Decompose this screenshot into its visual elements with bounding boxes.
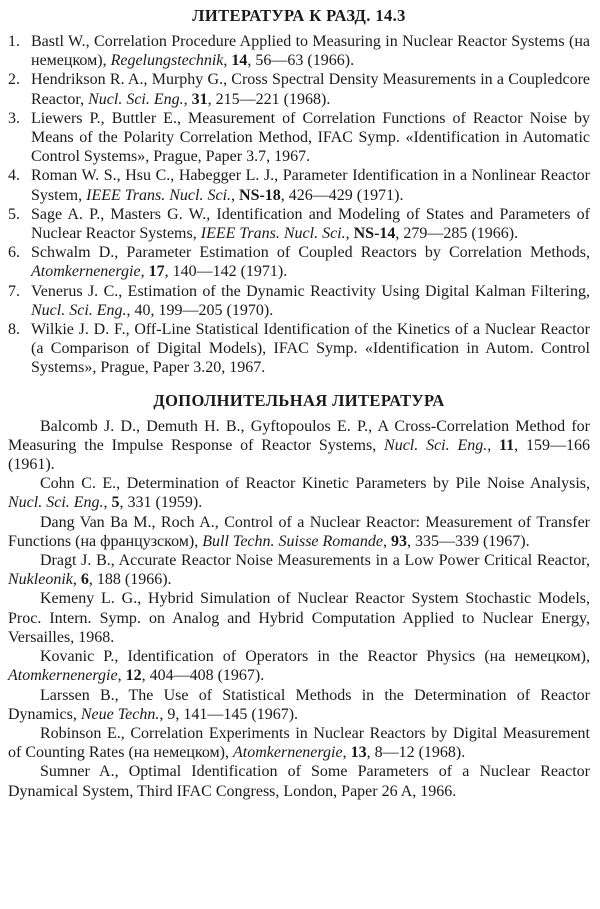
reference-separator: ,	[103, 494, 112, 512]
reference-number: 1.	[8, 33, 20, 50]
numbered-reference-list	[8, 32, 590, 378]
reference-number: 8.	[8, 321, 20, 339]
reference-text: Liewers P., Buttler E., Measurement of Correlation Functions of Reactor Noise by Means of the Polarity Correlation Method, IFAC Symp. «Identification in Automatic Control Systems», Prague, Paper 3.7, 1967.	[31, 109, 590, 166]
reference-pages-year: , 331 (1959).	[119, 494, 203, 512]
journal-title: Nucl. Sci. Eng.	[8, 494, 104, 512]
reference-separator: ,	[487, 436, 500, 454]
reference-number: 7.	[8, 282, 20, 300]
reference-text: Cohn C. E., Determination of Reactor Kinetic Parameters by Pile Noise Analysis,	[40, 475, 590, 493]
additional-reference-item	[8, 551, 590, 589]
reference-item	[8, 243, 590, 281]
reference-text: Dang Van Ba M., Roch A., Control of a Nuclear Reactor: Measurement of Transfer Functions (на французском),	[8, 513, 590, 550]
reference-text: Dragt J. B., Accurate Reactor Noise Measurements in a Low Power Critical Reactor,	[40, 552, 590, 570]
reference-item	[8, 166, 590, 204]
volume-number: 17	[148, 263, 165, 281]
reference-number: 4.	[8, 167, 20, 185]
reference-text: Robinson E., Correlation Experiments in Nuclear Reactors by Digital Measurement of Counting Rates (на немецком),	[8, 724, 590, 762]
reference-item	[8, 70, 590, 108]
journal-title: Atomkernenergie	[233, 744, 343, 762]
volume-number: 11	[499, 436, 515, 454]
journal-title: Nucl. Sci. Eng.	[88, 90, 184, 108]
journal-title: Regelungstechnik	[110, 52, 224, 70]
reference-number: 6.	[8, 244, 20, 262]
reference-item	[8, 320, 590, 378]
volume-number: 13	[350, 744, 367, 762]
additional-reference-item	[8, 686, 590, 724]
reference-text: Sumner A., Optimal Identification of Some Parameters of a Nuclear Reactor Dynamical System, Third IFAC Congress, London, Paper 26 A, 1966.	[8, 763, 590, 800]
reference-text: Sage A. P., Masters G. W., Identification and Modeling of States and Parameters of Nuclear Reactor Systems,	[31, 205, 590, 243]
reference-item	[8, 32, 590, 70]
reference-pages-year: , 279—285 (1966).	[395, 225, 519, 243]
volume-number: 6	[80, 571, 89, 589]
reference-text: Hendrikson R. A., Murphy G., Cross Spectral Density Measurements in a Coupledcore Reactor,	[31, 71, 590, 108]
volume-number: 93	[390, 532, 407, 550]
reference-pages-year: , 426—429 (1971).	[280, 186, 404, 204]
reference-pages-year: , 56—63 (1966).	[247, 52, 355, 70]
additional-reference-item	[8, 589, 590, 647]
volume-number: 14	[231, 52, 248, 70]
reference-number: 3.	[8, 109, 20, 127]
journal-title: Nukleonik	[8, 571, 73, 589]
additional-reference-item	[8, 724, 590, 762]
reference-item	[8, 282, 590, 320]
main-references-heading: ЛИТЕРАТУРА К РАЗД. 14.3	[192, 6, 406, 25]
reference-pages-year: , 40, 199—205 (1970).	[126, 301, 274, 319]
reference-text: Balcomb J. D., Demuth H. B., Gyftopoulos E. P., A Cross-Correlation Method for Measuring the Impulse Response of Reactor Systems,	[8, 417, 590, 454]
additional-reference-item	[8, 647, 590, 685]
reference-text: Venerus J. C., Estimation of the Dynamic Reactivity Using Digital Kalman Filtering,	[31, 282, 590, 300]
reference-text: Bastl W., Correlation Procedure Applied to Measuring in Nuclear Reactor Systems (на немецком),	[31, 33, 590, 70]
reference-separator: ,	[140, 263, 149, 281]
additional-references-heading: ДОПОЛНИТЕЛЬНАЯ ЛИТЕРАТУРА	[153, 390, 445, 410]
reference-item	[8, 109, 590, 167]
volume-number: 12	[125, 667, 142, 685]
reference-pages-year: , 215—221 (1968).	[207, 90, 331, 108]
journal-title: Atomkernenergie	[31, 263, 141, 281]
reference-text: Kemeny L. G., Hybrid Simulation of Nuclear Reactor System Stochastic Models, Proc. Intern. Symp. on Analog and Hybrid Computation Applied to Nuclear Energy, Versailles, 1968.	[8, 590, 590, 646]
additional-reference-item	[8, 513, 590, 551]
reference-pages-year: , 140—142 (1971).	[164, 263, 288, 281]
reference-text: Roman W. S., Hsu C., Habegger L. J., Parameter Identification in a Nonlinear Reactor System,	[31, 167, 590, 204]
reference-pages-year: , 8—12 (1968).	[366, 744, 466, 762]
journal-title: Nucl. Sci. Eng.	[384, 436, 488, 454]
reference-number: 2.	[8, 71, 20, 89]
additional-reference-item	[8, 474, 590, 512]
volume-number: 5	[111, 494, 120, 512]
volume-number: 31	[191, 90, 208, 108]
journal-title: IEEE Trans. Nucl. Sci.	[200, 225, 346, 243]
journal-title: Neue Techn.	[80, 705, 160, 723]
additional-reference-item	[8, 762, 590, 800]
reference-pages-year: , 9, 141—145 (1967).	[159, 705, 299, 723]
reference-text: Larssen B., The Use of Statistical Methods in the Determination of Reactor Dynamics,	[8, 686, 590, 723]
reference-separator: ,	[345, 225, 354, 243]
reference-text: Schwalm D., Parameter Estimation of Coupled Reactors by Correlation Methods,	[31, 244, 590, 262]
additional-reference-item	[8, 417, 590, 475]
volume-number: NS-14	[353, 225, 396, 243]
reference-separator: ,	[382, 532, 391, 550]
reference-separator: ,	[117, 667, 126, 685]
reference-item	[8, 205, 590, 243]
volume-number: NS-18	[239, 186, 281, 204]
journal-title: Bull Techn. Suisse Romande	[202, 532, 383, 550]
additional-reference-list	[8, 417, 590, 801]
reference-number: 5.	[8, 205, 20, 223]
reference-separator: ,	[342, 744, 351, 762]
reference-text: Kovanic P., Identification of Operators in the Reactor Physics (на немецком),	[40, 648, 590, 666]
reference-separator: ,	[72, 571, 81, 589]
reference-separator: ,	[183, 90, 192, 108]
journal-title: Nucl. Sci. Eng.	[31, 301, 127, 319]
reference-separator: ,	[223, 52, 232, 70]
journal-title: Atomkernenergie	[8, 667, 118, 685]
reference-pages-year: , 159—166 (1961).	[8, 436, 590, 474]
reference-separator: ,	[231, 186, 240, 204]
reference-pages-year: , 188 (1966).	[88, 571, 172, 589]
reference-pages-year: , 335—339 (1967).	[406, 532, 530, 550]
reference-text: Wilkie J. D. F., Off-Line Statistical Identification of the Kinetics of a Nuclear Reactor (a Comparison of Digital Models), IFAC Symp. «Identification in Autom. Control Systems», Prague, Paper 3.20, 1967.	[31, 321, 590, 377]
journal-title: IEEE Trans. Nucl. Sci.	[86, 186, 232, 204]
reference-pages-year: , 404—408 (1967).	[141, 667, 265, 685]
